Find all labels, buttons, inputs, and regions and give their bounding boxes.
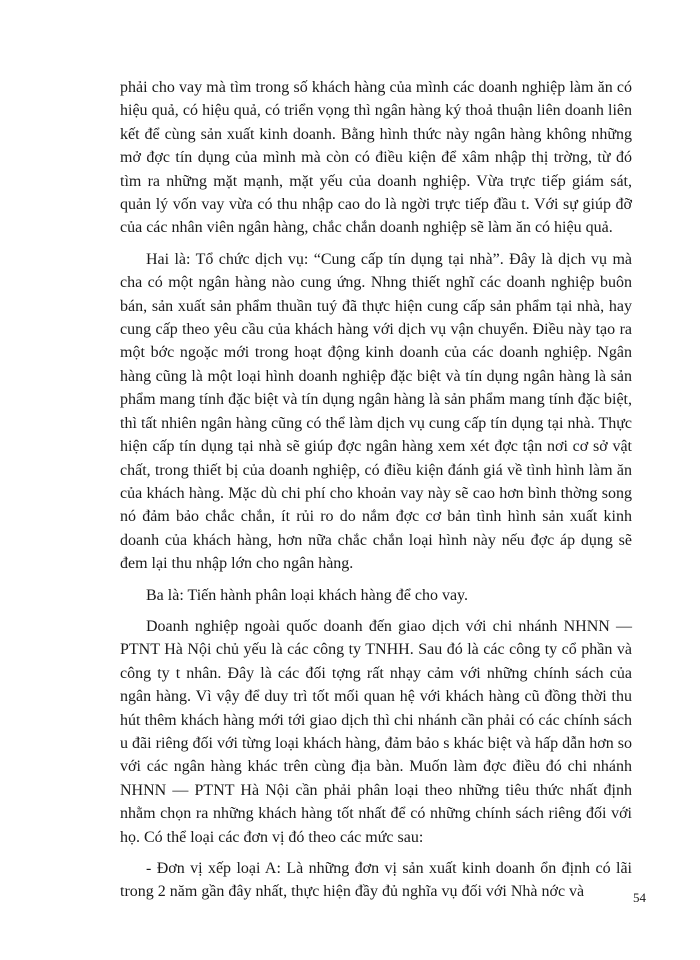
paragraph: Doanh nghiệp ngoài quốc doanh đến giao dịch với chi nhánh NHNN — PTNT Hà Nội chủ yếu là các công ty TNHH. Sau đó là các công ty cổ phần và công ty t nhân. Đây là các đối tợng rất nhạy cảm với những chính sách của ngân hàng. Vì vậy để duy trì tốt mối quan hệ với khách hàng cũ đồng thời thu hút thêm khách hàng mới tới giao dịch thì chi nhánh cần phải có các chính sách u đãi riêng đối với từng loại khách hàng, đảm bảo s khác biệt và hấp dẫn hơn so với các ngân hàng khác trên cùng địa bàn. Muốn làm đợc điều đó chi nhánh NHNN — PTNT Hà Nội cần phải phân loại theo những tiêu thức nhất định nhằm chọn ra những khách hàng tốt nhất để có những chính sách riêng đối với họ. Có thể loại các đơn vị đó theo các mức sau: <box>120 617 632 846</box>
paragraph: Hai là: Tổ chức dịch vụ: “Cung cấp tín dụng tại nhà”. Đây là dịch vụ mà cha có một ngân hàng nào cung ứng. Nhng thiết nghĩ các doanh nghiệp buôn bán, sản xuất sản phẩm thuần tuý đã thực hiện cung cấp sản phẩm tại nhà, hay cung cấp theo yêu cầu của khách hàng với dịch vụ vận chuyển. Điều này tạo ra một bớc ngoặc mới trong hoạt động kinh doanh của các doanh nghiệp. Ngân hàng cũng là một loại hình doanh nghiệp đặc biệt và tín dụng ngân hàng là sản phẩm mang tính đặc biệt và tín dụng ngân hàng là sản phẩm mang tính đặc biệt, thì tất nhiên ngân hàng cũng có thể làm dịch vụ cung cấp tín dụng tại nhà. Thực hiện cấp tín dụng tại nhà sẽ giúp đợc ngân hàng xem xét đợc tận nơi cơ sở vật chất, trong thiết bị của doanh nghiệp, có điều kiện đánh giá về tình hình làm ăn của khách hàng. Mặc dù chi phí cho khoản vay này sẽ cao hơn bình thờng song nó đảm bảo chắc chắn, ít rủi ro do nắm đợc cơ bản tình hình sản xuất kinh doanh của khách hàng, hơn nữa chắc chắn loại hình này nếu đợc áp dụng sẽ đem lại thu nhập lớn cho ngân hàng. <box>120 250 632 573</box>
page-number: 54 <box>633 890 646 905</box>
body-text <box>120 76 632 912</box>
paragraph: phải cho vay mà tìm trong số khách hàng của mình các doanh nghiệp làm ăn có hiệu quả, có hiệu quả, có triển vọng thì ngân hàng ký thoả thuận liên doanh liên kết để cùng sản xuất kinh doanh. Bằng hình thức này ngân hàng không những mở đợc tín dụng của mình mà còn có điều kiện để xâm nhập thị trờng, từ đó tìm ra những mặt mạnh, mặt yếu của doanh nghiệp. Vừa trực tiếp giám sát, quản lý vốn vay vừa có thu nhập cao do là ngời trực tiếp đầu t. Với sự giúp đỡ của các nhân viên ngân hàng, chắc chắn doanh nghiệp sẽ làm ăn có hiệu quả. <box>120 79 632 237</box>
paragraph: Ba là: Tiến hành phân loại khách hàng để cho vay. <box>146 586 468 604</box>
paragraph: - Đơn vị xếp loại A: Là những đơn vị sản xuất kinh doanh ổn định có lãi trong 2 năm gần đây nhất, thực hiện đầy đủ nghĩa vụ đối với Nhà nớc và <box>120 860 632 901</box>
